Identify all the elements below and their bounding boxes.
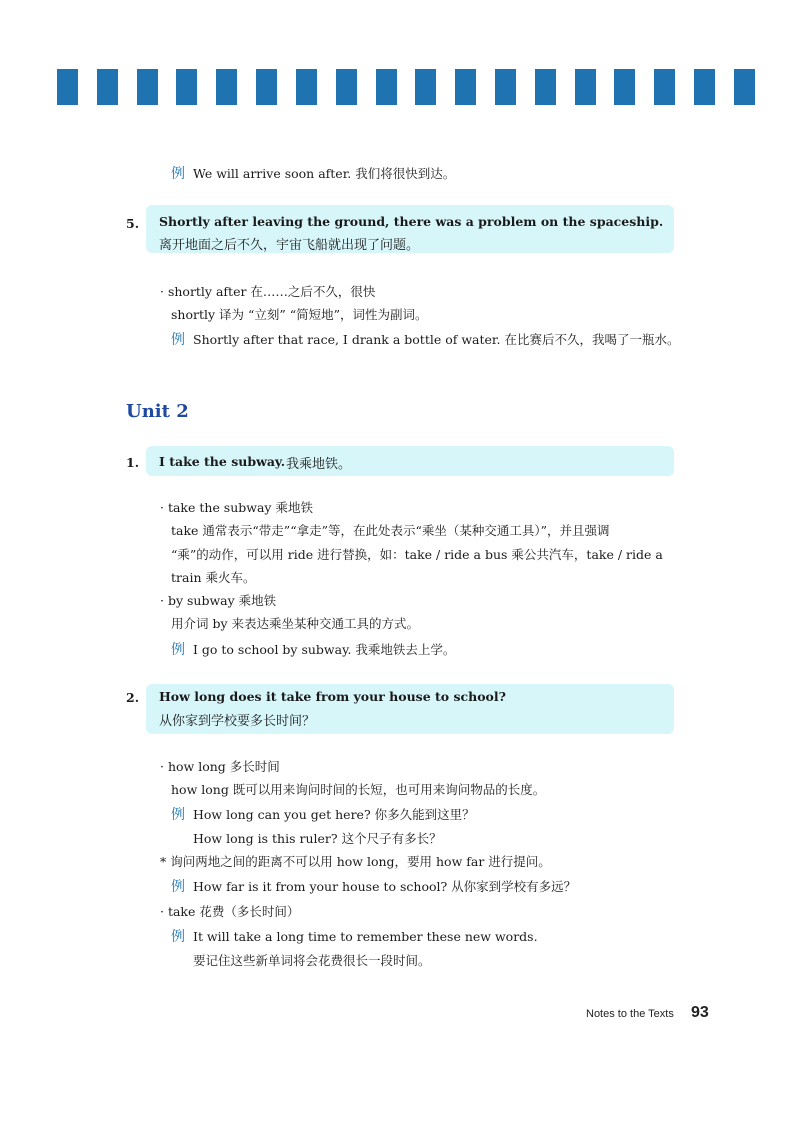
sentence-english: Shortly after leaving the ground, there was a problem on the spaceship. [159,214,664,229]
sentence-highlight-box [146,205,674,253]
example-text: It will take a long time to remember these new words. [193,929,538,944]
header-stripe [57,69,755,105]
item-number: 2. [126,690,140,705]
example-line: 要记住这些新单词将会花费很长一段时间。 [193,953,431,968]
example-marker: 例 [171,807,185,823]
stripe-bar [176,69,197,105]
note-line: train 乘火车。 [171,570,256,585]
item-number: 1. [126,455,140,470]
example-marker: 例 [171,879,185,895]
stripe-bar [614,69,635,105]
note-line: * 询问两地之间的距离不可以用 how long，要用 how far 进行提问。 [160,854,551,869]
example-line [171,331,679,349]
sentence-chinese: 我乘地铁。 [286,457,352,472]
sentence-chinese: 从你家到学校要多长时间？ [159,714,316,729]
footer-section-label: Notes to the Texts [586,1008,674,1020]
example-marker: 例 [171,332,185,348]
stripe-bar [336,69,357,105]
note-line: 用介词 by 来表达乘坐某种交通工具的方式。 [171,616,420,631]
example-marker: 例 [171,642,185,658]
stripe-bar [137,69,158,105]
stripe-bar [97,69,118,105]
example-line [171,928,538,946]
example-text: I go to school by subway. 我乘地铁去上学。 [193,642,456,657]
example-line: How long is this ruler? 这个尺子有多长？ [193,831,442,846]
unit-heading: Unit 2 [126,401,189,422]
stripe-bar [535,69,556,105]
item-number: 5. [126,216,140,231]
note-line: take 通常表示“带走”“拿走”等，在此处表示“乘坐（某种交通工具）”，并且强调 [171,523,610,538]
example-marker: 例 [171,166,185,182]
example-text: We will arrive soon after. 我们将很快到达。 [193,166,456,181]
sentence-highlight-box [146,684,674,734]
note-line: · by subway 乘地铁 [160,593,277,608]
stripe-bar [256,69,277,105]
example-line [171,165,455,183]
example-line [171,878,576,896]
stripe-bar [734,69,755,105]
stripe-bar [654,69,675,105]
example-text: How far is it from your house to school? 从你家到学校有多远？ [193,879,577,894]
example-line [171,806,475,824]
note-line: · take 花费（多长时间） [160,904,300,919]
page-number: 93 [691,1004,709,1021]
note-line: “乘”的动作，可以用 ride 进行替换，如：take / ride a bus 乘公共汽车，take / ride a [171,547,663,562]
example-marker: 例 [171,929,185,945]
note-line: shortly 译为 “立刻” “简短地”，词性为副词。 [171,307,428,322]
stripe-bar [455,69,476,105]
stripe-bar [57,69,78,105]
stripe-bar [415,69,436,105]
stripe-bar [216,69,237,105]
sentence-english: I take the subway. [159,454,286,469]
note-line: · how long 多长时间 [160,759,280,774]
example-text: Shortly after that race, I drank a bottle of water. 在比赛后不久，我喝了一瓶水。 [193,332,680,347]
example-text: How long can you get here? 你多久能到这里？ [193,807,475,822]
stripe-bar [296,69,317,105]
stripe-bar [495,69,516,105]
sentence-english: How long does it take from your house to school? [159,689,506,704]
note-line: how long 既可以用来询问时间的长短，也可用来询问物品的长度。 [171,782,546,797]
note-line: · shortly after 在……之后不久，很快 [160,284,376,299]
stripe-bar [694,69,715,105]
note-line: · take the subway 乘地铁 [160,500,313,515]
example-line [171,641,455,659]
stripe-bar [376,69,397,105]
sentence-highlight-box [146,446,674,476]
sentence-chinese: 离开地面之后不久，宇宙飞船就出现了问题。 [159,238,420,253]
stripe-bar [575,69,596,105]
